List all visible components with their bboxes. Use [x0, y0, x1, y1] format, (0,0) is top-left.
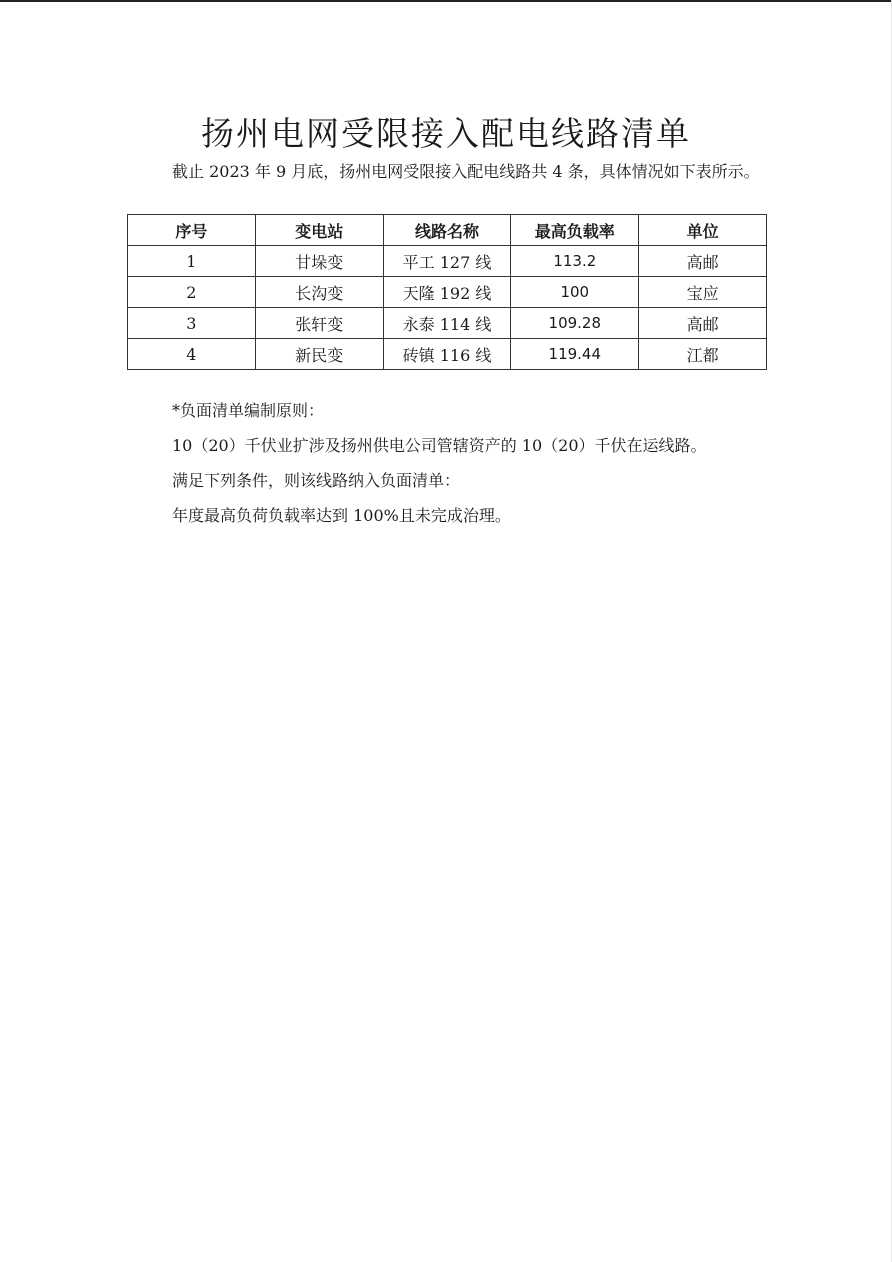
- table-row: [128, 339, 767, 370]
- notes-heading: *负面清单编制原则：: [172, 401, 325, 420]
- document-title: 扬州电网受限接入配电线路清单: [201, 114, 691, 153]
- header-line-name: 线路名称: [383, 215, 511, 246]
- cell-index: 2: [128, 277, 256, 308]
- table-header-row: [128, 215, 767, 246]
- header-substation: 变电站: [255, 215, 383, 246]
- cell-substation: 长沟变: [255, 277, 383, 308]
- notes-scope: 10（20）千伏业扩涉及扬州供电公司管辖资产的 10（20）千伏在运线路。: [172, 436, 707, 455]
- cell-index: 4: [128, 339, 256, 370]
- notes-condition: 年度最高负荷负载率达到 100%且未完成治理。: [172, 506, 511, 525]
- cell-max-load-rate: 119.44: [511, 339, 639, 370]
- cell-substation: 甘垛变: [255, 246, 383, 277]
- cell-line-name: 永泰 114 线: [383, 308, 511, 339]
- cell-unit: 高邮: [639, 246, 767, 277]
- table-row: [128, 246, 767, 277]
- header-unit: 单位: [639, 215, 767, 246]
- cell-substation: 新民变: [255, 339, 383, 370]
- cell-max-load-rate: 100: [511, 277, 639, 308]
- cell-max-load-rate: 109.28: [511, 308, 639, 339]
- table-row: [128, 277, 767, 308]
- cell-line-name: 砖镇 116 线: [383, 339, 511, 370]
- cell-unit: 江都: [639, 339, 767, 370]
- cell-unit: 高邮: [639, 308, 767, 339]
- cell-line-name: 天隆 192 线: [383, 277, 511, 308]
- cell-index: 1: [128, 246, 256, 277]
- notes-section: [172, 396, 812, 536]
- cell-substation: 张轩变: [255, 308, 383, 339]
- top-border: [0, 0, 892, 2]
- cell-max-load-rate: 113.2: [511, 246, 639, 277]
- table-row: [128, 308, 767, 339]
- cell-line-name: 平工 127 线: [383, 246, 511, 277]
- notes-condition-intro: 满足下列条件，则该线路纳入负面清单：: [172, 471, 461, 490]
- cell-unit: 宝应: [639, 277, 767, 308]
- header-index: 序号: [128, 215, 256, 246]
- header-max-load-rate: 最高负载率: [511, 215, 639, 246]
- cell-index: 3: [128, 308, 256, 339]
- intro-paragraph: 截止 2023 年 9 月底，扬州电网受限接入配电线路共 4 条，具体情况如下表所示。: [172, 162, 760, 181]
- restricted-lines-table: [127, 214, 767, 370]
